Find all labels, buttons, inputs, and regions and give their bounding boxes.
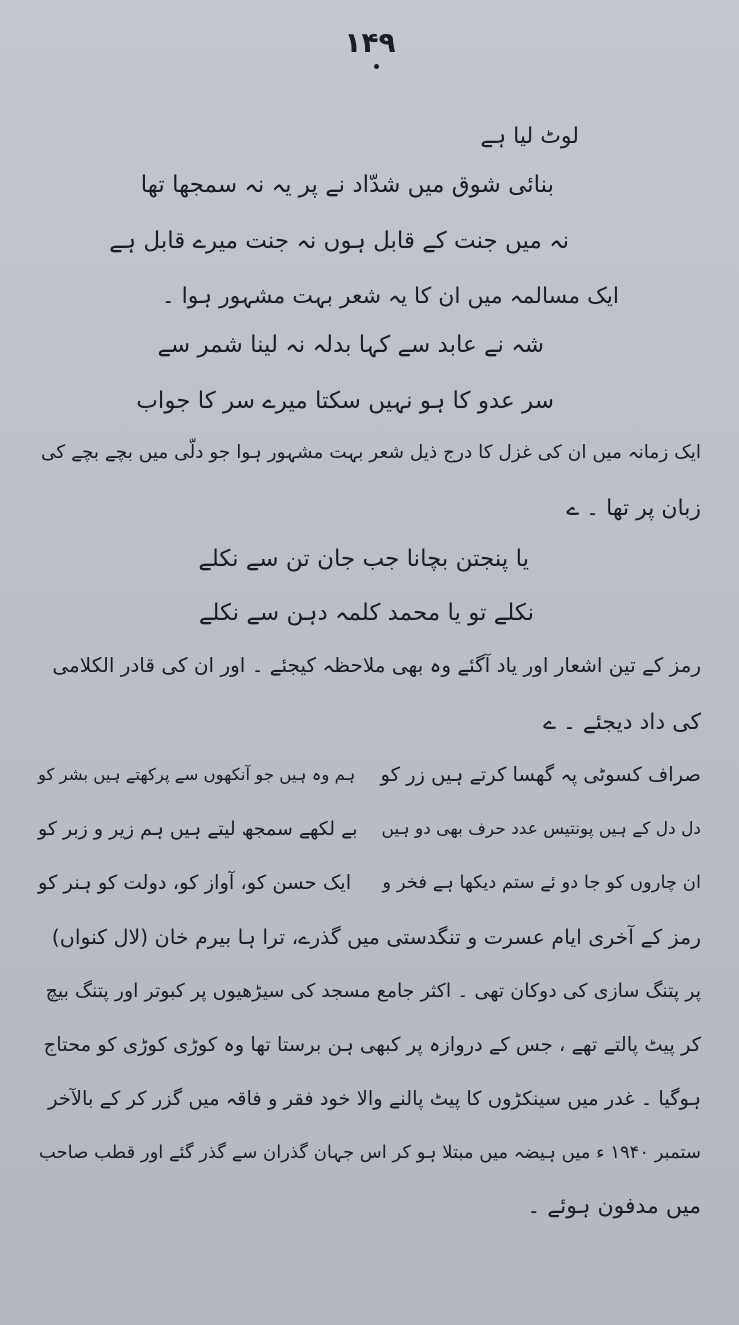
verse-line-5: یا پنجتن بچانا جب جان تن سے نکلے (198, 546, 529, 572)
paragraph-line-2: پر پتنگ سازی کی دوکان تھی ۔ اکثر جامع مسجد کی سیڑھیوں پر کبوتر اور پتنگ بیچ (45, 980, 701, 1002)
page-number: ۱۴۹ (344, 26, 396, 59)
paragraph-line-1: رمز کے آخری ایام عسرت و تنگدستی میں گذرے، ترا ہا بیرم خان (لال کنواں) (51, 925, 701, 949)
text-line-1: لوٹ لیا ہے (480, 124, 579, 149)
text-line-3: ایک زمانہ میں ان کی غزل کا درج ذیل شعر بہت مشہور ہوا جو دلّی میں بچے بچے کی (41, 442, 701, 463)
verse-line-6: نکلے تو یا محمد کلمہ دہن سے نکلے (198, 600, 534, 626)
paragraph-line-3: کر پیٹ پالتے تھے ، جس کے دروازہ پر کبھی ہن برستا تھا وہ کوڑی کوڑی کو محتاج (43, 1033, 701, 1056)
couplet-1-right: صراف کسوٹی پہ گھسا کرتے ہیں زر کو (380, 763, 701, 786)
paragraph-line-6: میں مدفون ہوئے ۔ (527, 1194, 701, 1219)
verse-line-2: نہ میں جنت کے قابل ہوں نہ جنت میرے قابل ہے (109, 228, 569, 254)
verse-line-3: شہ نے عابد سے کہا بدلہ نہ لینا شمر سے (157, 332, 544, 358)
couplet-2-right: دل دل کے ہیں پونتیس عدد حرف بھی دو ہیں (381, 819, 701, 839)
couplet-1-left: ہم وہ ہیں جو آنکھوں سے پرکھتے ہیں بشر کو (38, 765, 356, 784)
paragraph-line-5: ستمبر ۱۹۴۰ ء میں ہیضہ میں مبتلا ہو کر اس جہان گذران سے گذر گئے اور قطب صاحب (38, 1142, 701, 1163)
couplet-3-left: ایک حسن کو، آواز کو، دولت کو ہنر کو (38, 871, 352, 894)
paragraph-line-4: ہوگیا ۔ غدر میں سینکڑوں کا پیٹ پالنے والا خود فقر و فاقہ میں گزر کر کے بالآخر (48, 1087, 701, 1110)
text-line-6: کی داد دیجئے ۔ ے (543, 710, 701, 735)
text-line-4: زبان پر تھا ۔ ے (566, 496, 701, 521)
text-line-2: ایک مسالمہ میں ان کا یہ شعر بہت مشہور ہوا ۔ (161, 284, 619, 309)
page-number-dot (374, 64, 379, 69)
couplet-3-right: ان چاروں کو جا دو ئے ستم دیکھا ہے فخر و (382, 872, 701, 893)
text-line-5: رمز کے تین اشعار اور یاد آگئے وہ بھی ملاحظہ کیجئے ۔ اور ان کی قادر الکلامی (52, 653, 701, 677)
verse-line-1: بنائی شوق میں شدّاد نے پر یہ نہ سمجھا تھا (140, 172, 554, 198)
verse-line-4: سر عدو کا ہو نہیں سکتا میرے سر کا جواب (136, 388, 554, 414)
couplet-2-left: بے لکھے سمجھ لیتے ہیں ہم زیر و زبر کو (38, 818, 358, 840)
